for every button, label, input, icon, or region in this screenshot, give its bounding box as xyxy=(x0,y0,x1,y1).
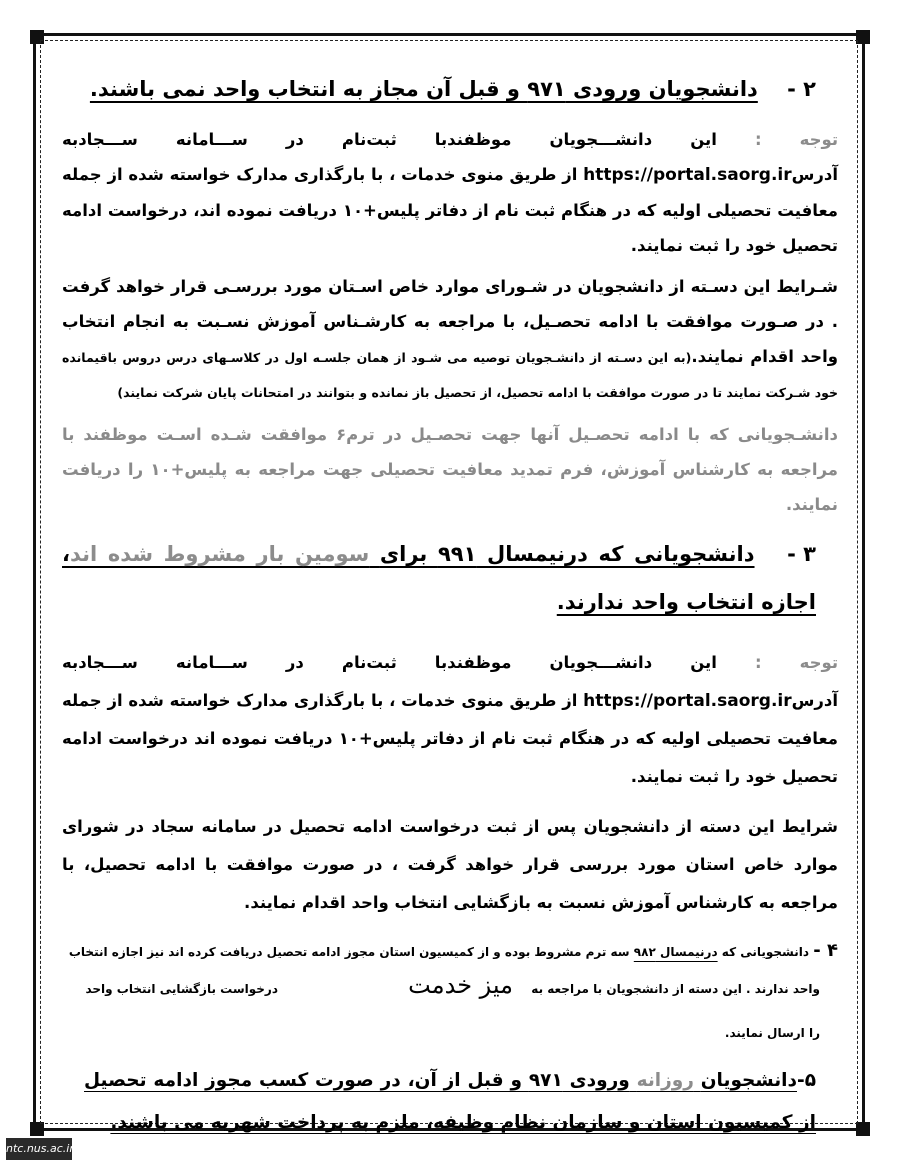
conditions-text-end: نمایند. xyxy=(691,347,744,366)
site-logo: ntc.nus.ac.ir xyxy=(6,1138,72,1160)
section-5-highlight: روزانه xyxy=(636,1070,694,1091)
section-title xyxy=(62,542,816,614)
note-label: توجه : xyxy=(754,653,839,672)
section-4-underlined: درنیمسال ۹۸۲ xyxy=(633,945,718,959)
section-4-text: دانشجویانی که xyxy=(721,945,810,959)
section-3-heading xyxy=(62,530,816,626)
section-5-part: ورودی ۹۷۱ و قبل از آن، در صورت کسب مجوز ادامه تحصیل از کمیسیون استان و سازمان نظام وظیفه، ملزم به پرداخت شهریه می باشند. xyxy=(84,1070,816,1133)
section-4-text: را ارسال نمایند. xyxy=(724,1026,820,1040)
section-3-conditions: شرایط این دسته از دانشجویان پس از ثبت درخواست ادامه تحصیل در سامانه سجاد در شورای موارد خاص استان مورد بررسی قرار خواهد گرفت ، در صورت موافقت با ادامه تحصیل، با مراجعه به کارشناس آموزش نسبت به بازگشایی انتخاب واحد اقدام نمایند. xyxy=(62,817,838,912)
section-title: دانشجویان ورودی ۹۷۱ و قبل آن مجاز به انتخاب واحد نمی باشند. xyxy=(89,77,758,101)
note-text: این دانشـــجویان موظفندبا ثبت‌نام در ســـامانه ســـجادبه آدرس xyxy=(62,130,838,184)
section-number: ۳ - xyxy=(787,542,816,566)
section-4-line-2 xyxy=(62,971,838,1018)
conditions-note-small: (به این دسـته از دانشـجویان توصیه می شـود از همان جلسـه اول در کلاسـهای درس دروس باقیمانده خود شـرکت نمایند تا در صورت موافقت با ادامه تحصیل، از تحصیل باز نمانده و بتوانند در امتحانات پایان شرکت نمایند) xyxy=(62,350,838,400)
portal-url: https://portal.saorg.ir xyxy=(583,691,792,711)
section-5 xyxy=(62,1060,838,1144)
service-desk-label: میز خدمت xyxy=(408,971,513,999)
section-2-note xyxy=(62,122,838,263)
section-4 xyxy=(62,936,838,1056)
section-4-line-1 xyxy=(62,936,838,974)
section-number: ۲ - xyxy=(787,77,816,101)
section-4-line-3 xyxy=(62,1018,838,1056)
note-text: از طریق منوی خدمات ، با بارگذاری مدارک خواسته شده از جمله معافیت تحصیلی اولیه که در هنگام ثبت نام از دفاتر پلیس+۱۰ دریافت نموده اند درخواست ادامه تحصیل خود را ثبت نمایند. xyxy=(62,691,838,786)
document-body xyxy=(62,60,839,1133)
note-label: توجه : xyxy=(754,130,839,149)
note-text: از طریق منوی خدمات ، با بارگذاری مدارک خواسته شده از جمله معافیت تحصیلی اولیه که در هنگام ثبت نام از دفاتر پلیس+۱۰ دریافت نموده اند، درخواست ادامه تحصیل خود را ثبت نمایند. xyxy=(62,165,838,255)
note-text: این دانشـــجویان موظفندبا ثبت‌نام در ســـامانه ســـجادبه آدرس xyxy=(62,653,838,710)
section-5-part: دانشجویان xyxy=(700,1070,797,1091)
section-2-conditions xyxy=(62,269,838,409)
section-3-note xyxy=(62,644,838,796)
section-4-text: درخواست بازگشایی انتخاب واحد xyxy=(85,982,278,996)
section-2-faded-paragraph: دانشـجویانی که با ادامه تحصـیل آنها جهت تحصـیل در ترم۶ موافقت شـده اسـت موظفند با مراجعه به کارشناس آموزش، فرم تمدید معافیت تحصیلی جهت مراجعه به پلیس+۱۰ را دریافت نمایند. xyxy=(62,425,838,514)
section-2-heading xyxy=(62,68,816,110)
section-4-text: سه ترم مشروط بوده و از کمیسیون استان مجوز ادامه تحصیل دریافت کرده اند نیز اجازه انتخاب xyxy=(68,945,630,959)
section-title-highlight: سومین بار مشروط شده اند xyxy=(69,542,370,566)
section-number: ۵- xyxy=(797,1070,816,1091)
section-title-part: ، اجازه انتخاب واحد ندارند. xyxy=(62,542,816,614)
conditions-text: شـرایط این دسـته از دانشجویان در شـورای موارد خاص اسـتان مورد بررسـی قرار خواهد گرفت . در صـورت موافقت با ادامه تحصـیل، با مراجعه به کارشـناس آموزش نسـبت به انجام انتخاب واحد اقدام xyxy=(62,277,838,366)
portal-url: https://portal.saorg.ir xyxy=(583,165,792,185)
section-number: ۴ - xyxy=(813,940,838,961)
section-title-part: دانشجویانی که درنیمسال ۹۹۱ برای xyxy=(379,542,755,566)
section-4-text: واحد ندارند . این دسته از دانشجویان با مراجعه به xyxy=(531,982,820,996)
section-5-text xyxy=(84,1070,816,1133)
